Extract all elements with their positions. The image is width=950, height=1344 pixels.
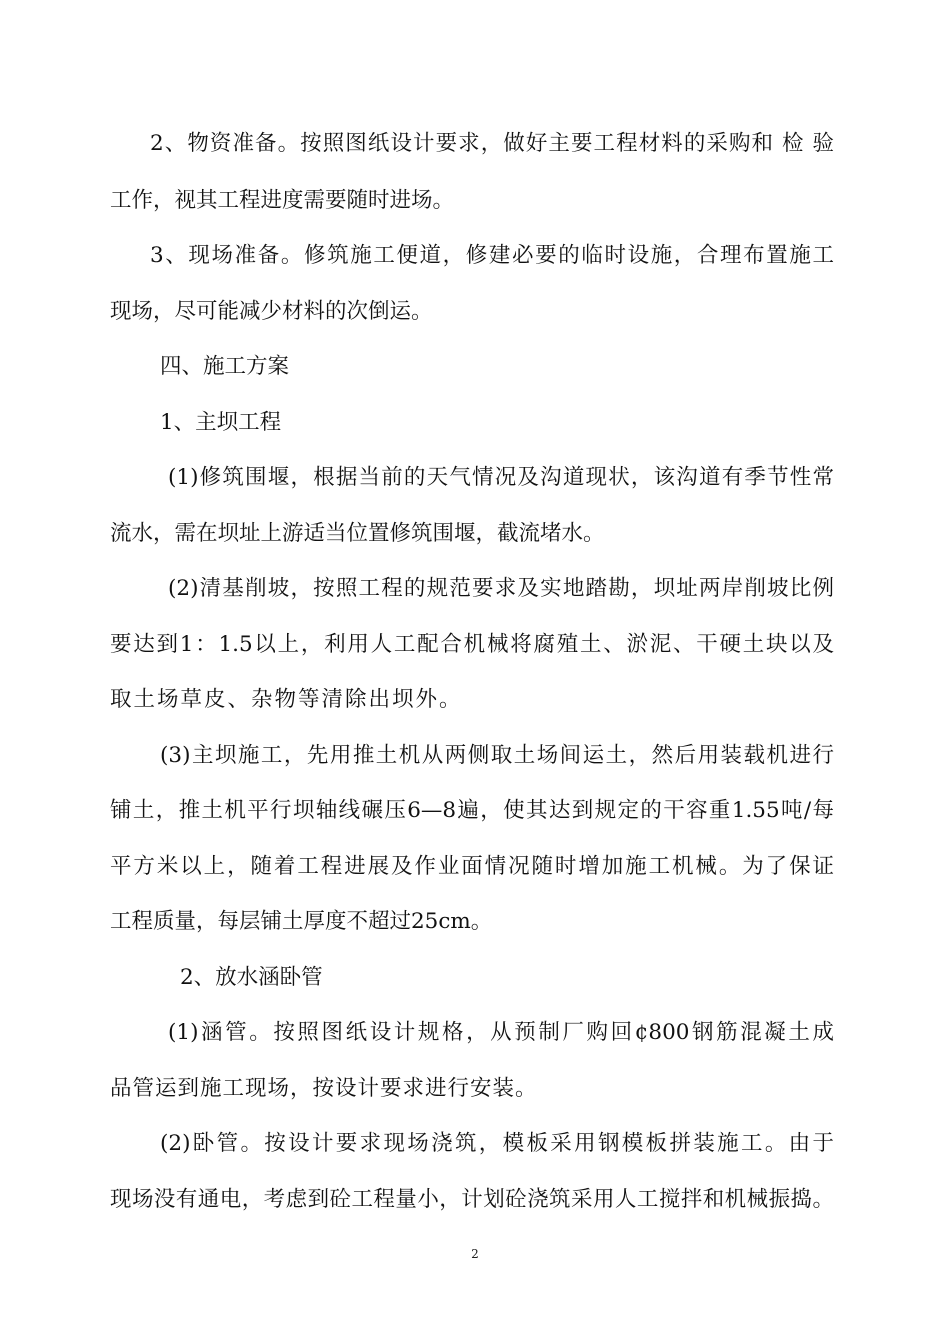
paragraph-5-line-4: 工程质量，每层铺土厚度不超过25cm。 [110,909,493,934]
paragraph-7-line-1: (2)卧管。按设计要求现场浇筑，模板采用钢模板拼装施工。由于 [160,1131,834,1156]
paragraph-5-line-2: 铺土，推土机平行坝轴线碾压6—8遍，使其达到规定的干容重1.55吨/每 [110,798,834,823]
paragraph-5-line-3: 平方米以上，随着工程进展及作业面情况随时增加施工机械。为了保证 [110,854,834,879]
paragraph-5-line-1: (3)主坝施工，先用推土机从两侧取土场间运土，然后用装载机进行 [160,743,834,768]
paragraph-2-line-1: 3、现场准备。修筑施工便道，修建必要的临时设施，合理布置施工 [150,243,834,268]
paragraph-3-line-1: (1)修筑围堰，根据当前的天气情况及沟道现状，该沟道有季节性常 [168,465,834,490]
paragraph-4-line-1: (2)清基削坡，按照工程的规范要求及实地踏勘，坝址两岸削坡比例 [168,576,834,601]
paragraph-6-line-2: 品管运到施工现场，按设计要求进行安装。 [110,1076,538,1101]
paragraph-3-line-2: 流水，需在坝址上游适当位置修筑围堰，截流堵水。 [110,521,605,546]
page-number: 2 [471,1247,479,1261]
section-heading: 四、施工方案 [160,354,290,379]
subsection-heading-1: 1、主坝工程 [160,410,282,435]
paragraph-4-line-3: 取土场草皮、杂物等清除出坝外。 [110,687,463,712]
paragraph-6-line-1: (1)涵管。按照图纸设计规格，从预制厂购回¢800钢筋混凝土成 [168,1020,834,1045]
paragraph-1-line-1: 2、物资准备。按照图纸设计要求，做好主要工程材料的采购和 检 验 [150,131,834,156]
paragraph-1-line-2: 工作，视其工程进度需要随时进场。 [110,188,455,213]
subsection-heading-2: 2、放水涵卧管 [180,965,323,990]
paragraph-4-line-2: 要达到1：1.5以上，利用人工配合机械将腐殖土、淤泥、干硬土块以及 [110,632,834,657]
paragraph-7-line-2: 现场没有通电，考虑到砼工程量小，计划砼浇筑采用人工搅拌和机械振捣。 [110,1187,834,1212]
paragraph-2-line-2: 现场，尽可能减少材料的次倒运。 [110,299,433,324]
